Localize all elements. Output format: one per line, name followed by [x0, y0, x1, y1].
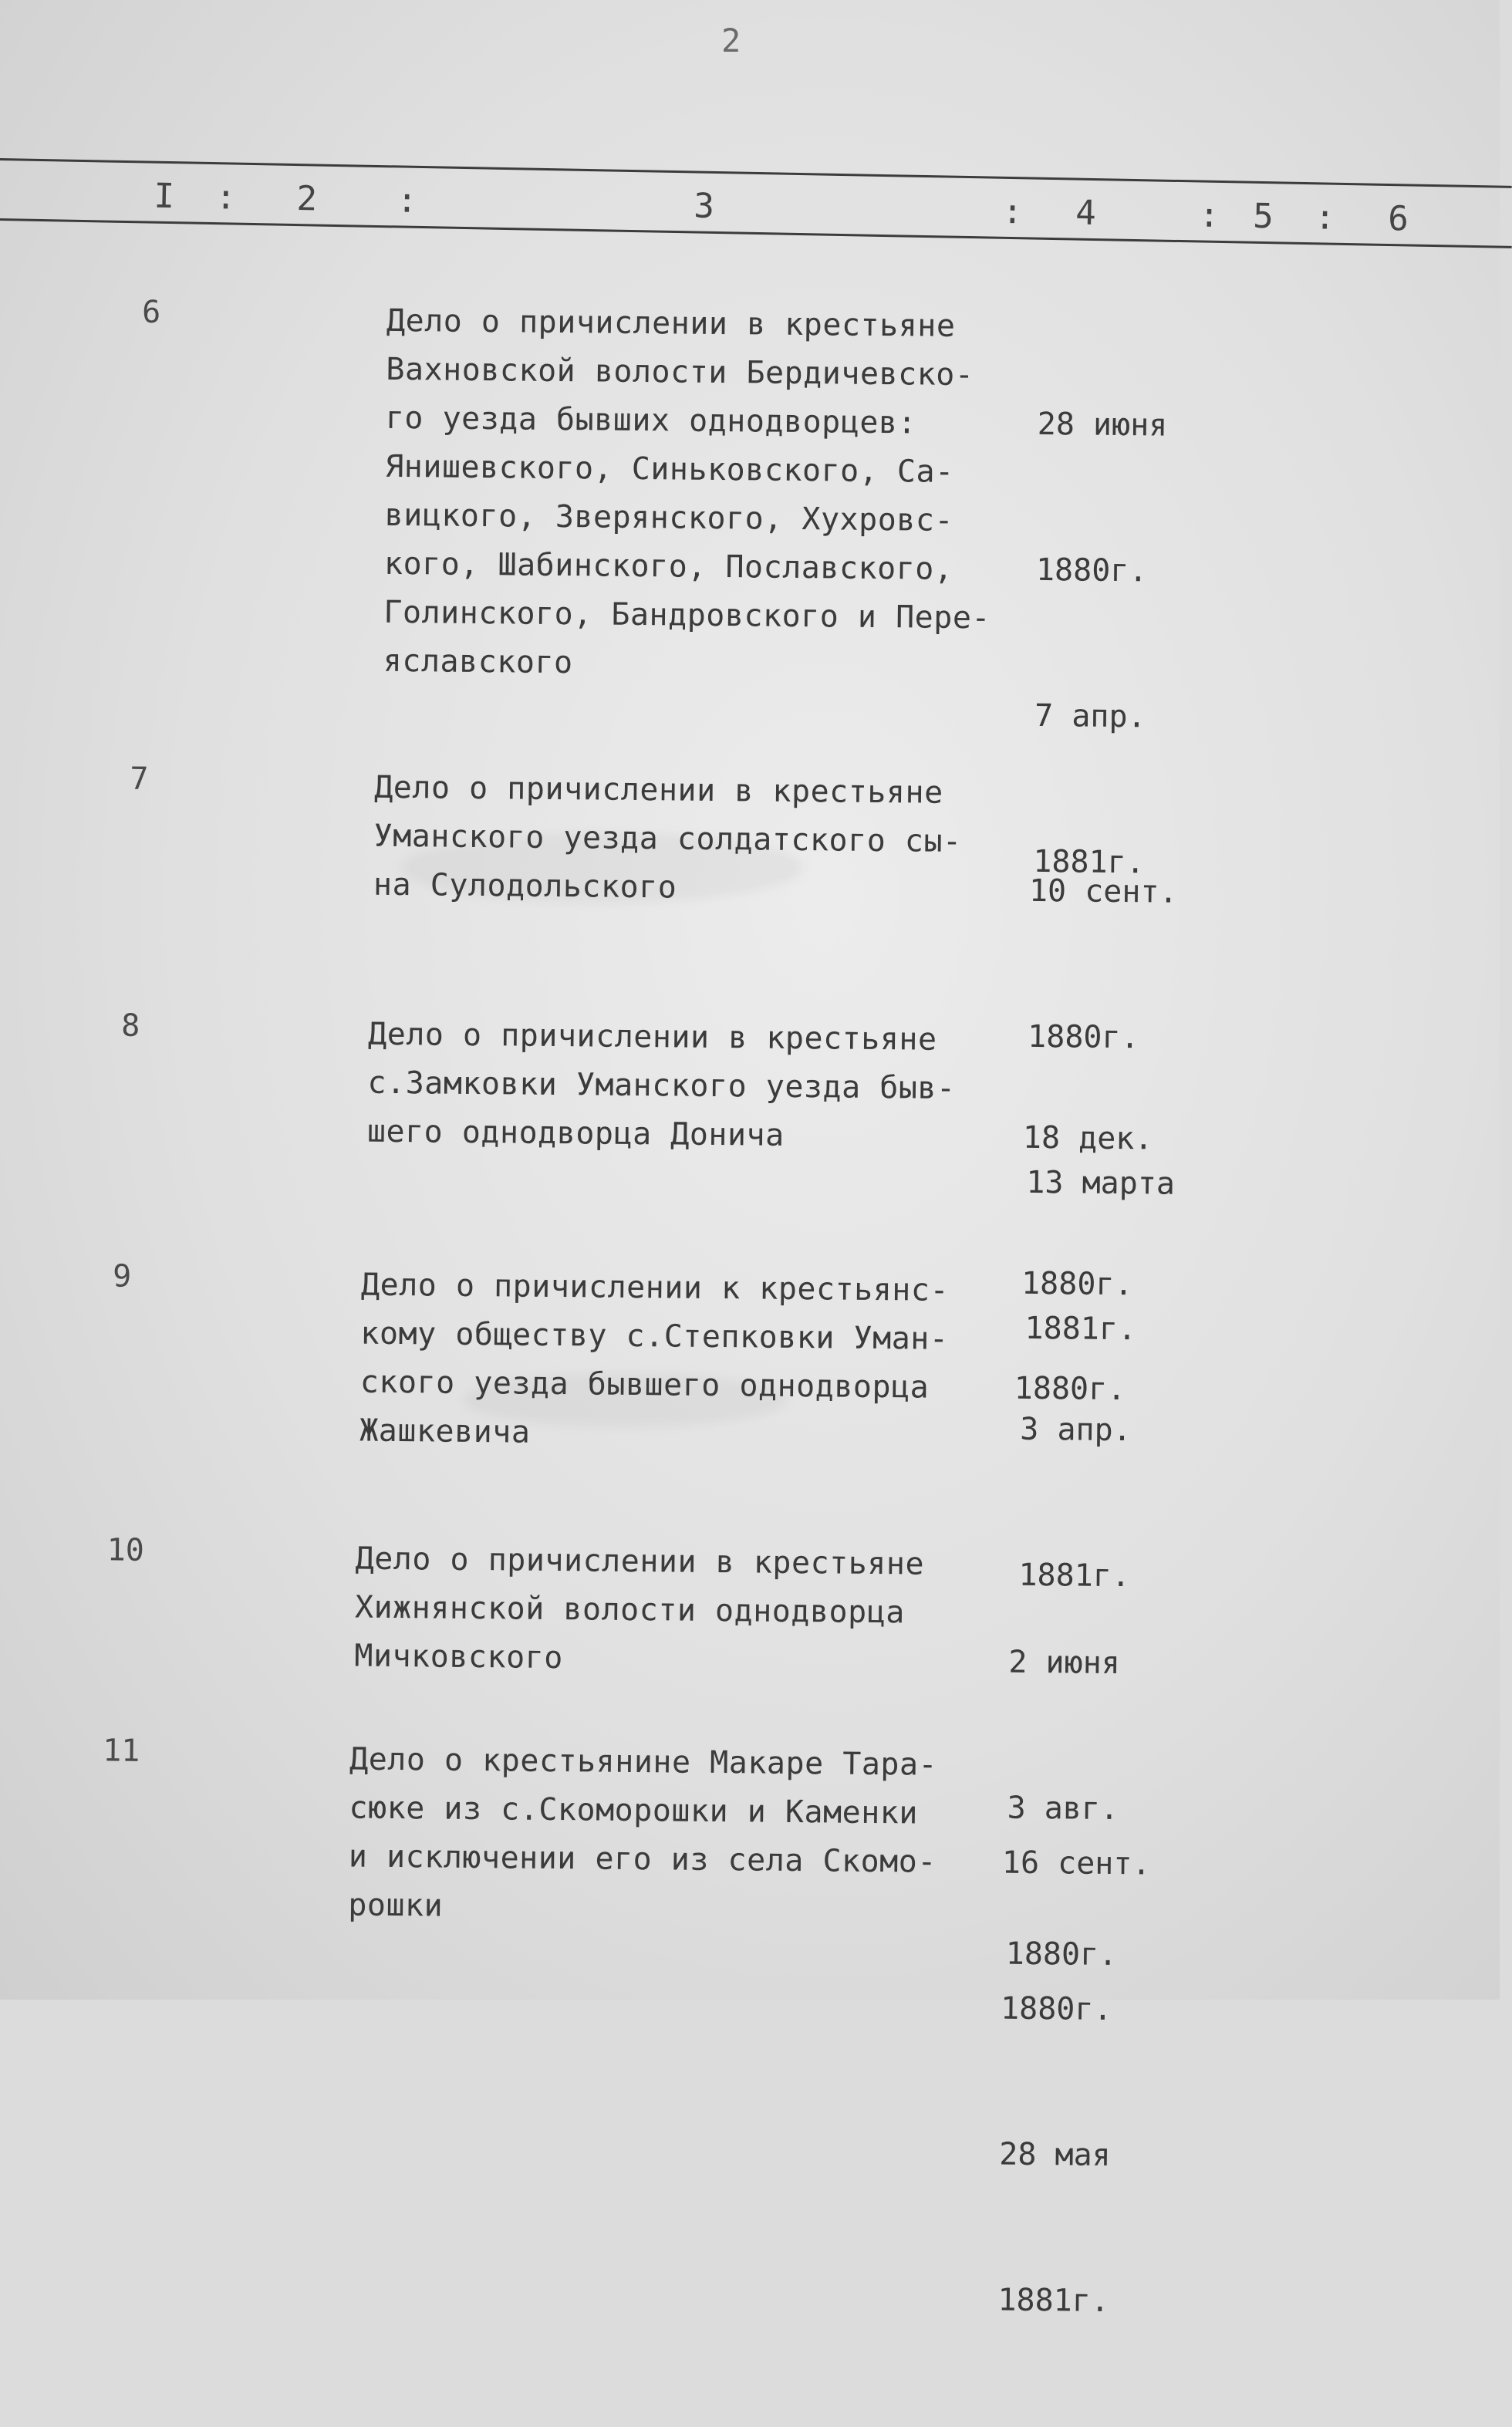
- column-header-1: I: [154, 176, 175, 217]
- entry-dates: [1013, 1268, 1216, 1512]
- entry-date: 1880г.: [1035, 552, 1148, 589]
- page-number: 2: [721, 22, 743, 59]
- column-header-3: 3: [693, 186, 715, 226]
- entry-date: 1881г.: [997, 2282, 1110, 2319]
- entry-number: 8: [121, 1008, 140, 1044]
- entry-date: 28 мая: [999, 2136, 1111, 2173]
- entry-description: Дело о причислении в крестьяне с.Замковки Уманского уезда быв- шего однодворца Донича: [366, 1016, 956, 1153]
- entry-dates: [997, 1742, 1203, 2424]
- entry-number: 7: [130, 761, 149, 797]
- column-header-5: 5: [1252, 196, 1274, 237]
- column-header-2: 2: [296, 179, 318, 219]
- entry-date: 16 сент.: [1001, 1845, 1151, 1882]
- entry-number: 11: [103, 1733, 140, 1769]
- column-separator: :: [1314, 197, 1336, 238]
- column-header-4: 4: [1075, 193, 1097, 234]
- entry-date: 28 июня: [1037, 406, 1168, 444]
- entry-date: 1880г.: [1000, 1990, 1112, 2027]
- entry-date: 2 июня: [1008, 1644, 1121, 1682]
- entry-description: Дело о причислении к крестьянс- кому обществу с.Степковки Уман- ского уезда бывшего однодворца Жашкевича: [359, 1267, 950, 1450]
- column-separator: :: [1001, 191, 1024, 232]
- entry-date: 3 авг.: [1007, 1790, 1119, 1828]
- entry-date: 3 апр.: [1020, 1411, 1132, 1449]
- entry-date: 1880г.: [1027, 1018, 1139, 1056]
- entry-date: 18 дек.: [1022, 1119, 1153, 1157]
- column-separator: :: [396, 181, 418, 221]
- entry-date: 13 марта: [1026, 1164, 1176, 1202]
- column-separator: :: [215, 177, 237, 218]
- entry-number: 10: [106, 1532, 145, 1568]
- entry-number: 9: [112, 1258, 132, 1295]
- entry-description: Дело о крестьянине Макаре Тара- сюке из с.Скоморошки и Каменки и исключении его из села Скомо- рошки: [348, 1741, 938, 1924]
- entry-date: 1881г.: [1018, 1557, 1131, 1595]
- entry-date: 1880г.: [1021, 1265, 1133, 1303]
- entry-description: Дело о причислении в крестьяне Вахновской волости Бердичевско- го уезда бывших однодворцев: Янишевского, Синьковского, Са- вицкого, Зверянского, Хухровс- кого, Шабинского, Пославского, Голинского, Бандровского и Пере- яславского: [383, 302, 991, 681]
- entry-description: Дело о причислении в крестьяне Хижнянской волости однодворца Мичковского: [354, 1541, 925, 1676]
- entry-date: 1880г.: [1014, 1370, 1126, 1408]
- entry-date: 7 апр.: [1034, 697, 1146, 735]
- entry-date: 1881г.: [1024, 1310, 1137, 1348]
- entry-description: Дело о причислении в крестьяне Уманского уезда солдатского сы- на Сулодольского: [373, 769, 962, 906]
- column-separator: :: [1198, 195, 1220, 235]
- entry-date: 1881г.: [1033, 843, 1146, 881]
- column-header-6: 6: [1387, 198, 1409, 239]
- entry-date: 1880г.: [1005, 1936, 1118, 1973]
- entry-number: 6: [141, 294, 161, 331]
- entry-date: 10 сент.: [1028, 873, 1178, 910]
